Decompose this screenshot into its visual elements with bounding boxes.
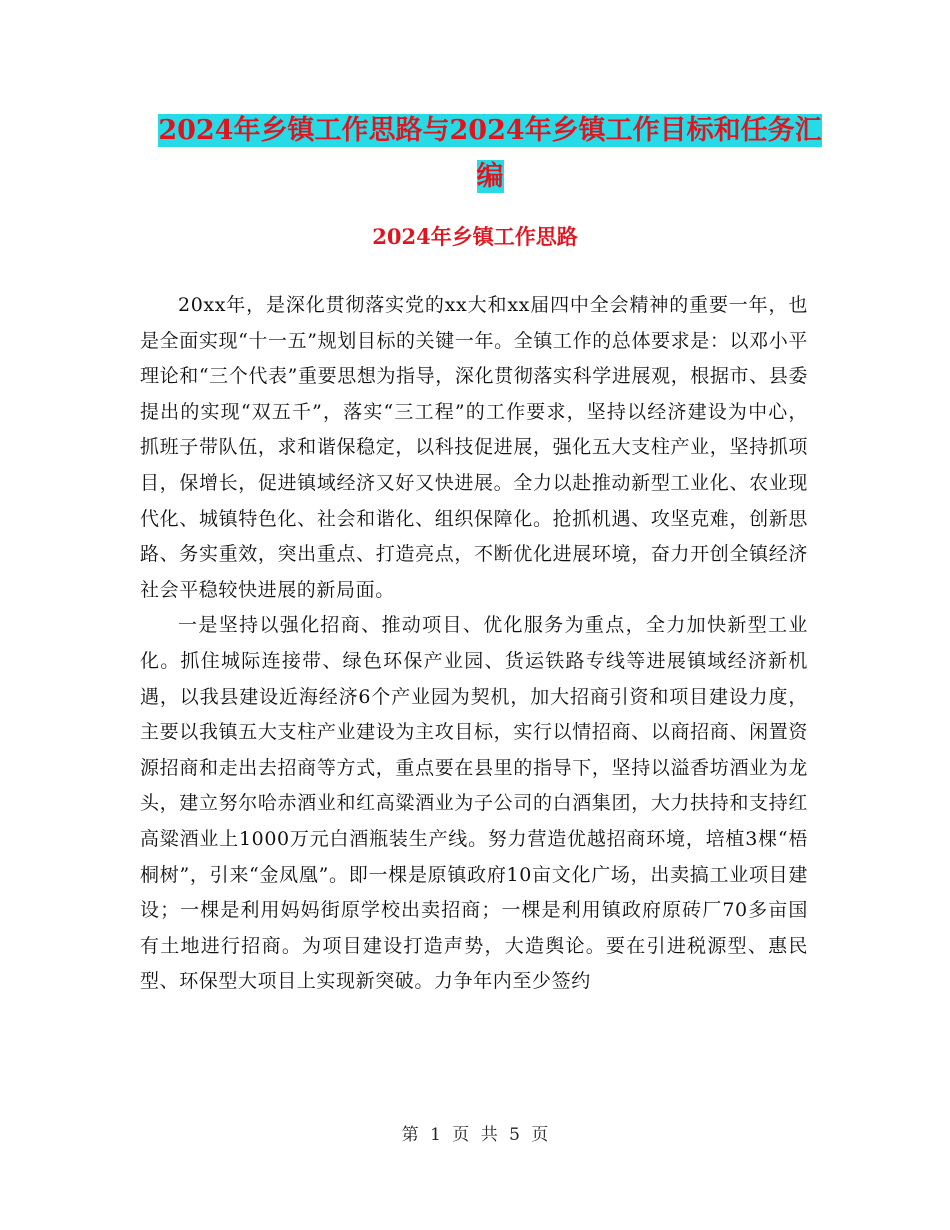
paragraph-2: 一是坚持以强化招商、推动项目、优化服务为重点，全力加快新型工业化。抓住城际连接带、绿色环保产业园、货运铁路专线等进展镇域经济新机遇，以我县建设近海经济6个产业园为契机，加大招商引资和项目建设力度，主要以我镇五大支柱产业建设为主攻目标，实行以情招商、以商招商、闲置资源招商和走出去招商等方式，重点要在县里的指导下，坚持以溢香坊酒业为龙头，建立努尔哈赤酒业和红高粱酒业为子公司的白酒集团，大力扶持和支持红高粱酒业上1000万元白酒瓶装生产线。努力营造优越招商环境，培植3棵“梧桐树”，引来“金凤凰”。即一棵是原镇政府10亩文化广场，出卖搞工业项目建设；一棵是利用妈妈街原学校出卖招商；一棵是利用镇政府原砖厂70多亩国有土地进行招商。为项目建设打造声势，大造舆论。要在引进税源型、惠民型、环保型大项目上实现新突破。力争年内至少签约 xyxy=(140,614,808,993)
section-heading: 2024年乡镇工作思路 xyxy=(372,224,578,249)
document-title xyxy=(150,108,830,200)
document-title-highlight: 2024年乡镇工作思路与2024年乡镇工作目标和任务汇编 xyxy=(158,115,822,192)
page-number-footer: 第 1 页 共 5 页 xyxy=(401,1125,549,1145)
body-text xyxy=(140,288,808,1000)
paragraph-1: 20xx年，是深化贯彻落实党的xx大和xx届四中全会精神的重要一年，也是全面实现“十一五”规划目标的关键一年。全镇工作的总体要求是：以邓小平理论和“三个代表”重要思想为指导，深化贯彻落实科学进展观，根据市、县委提出的实现“双五千”，落实“三工程”的工作要求，坚持以经济建设为中心，抓班子带队伍，求和谐保稳定，以科技促进展，强化五大支柱产业，坚持抓项目，保增长，促进镇域经济又好又快进展。全力以赴推动新型工业化、农业现代化、城镇特色化、社会和谐化、组织保障化。抢抓机遇、攻坚克难，创新思路、务实重效，突出重点、打造亮点，不断优化进展环境，奋力开创全镇经济社会平稳较快进展的新局面。 xyxy=(140,294,808,601)
